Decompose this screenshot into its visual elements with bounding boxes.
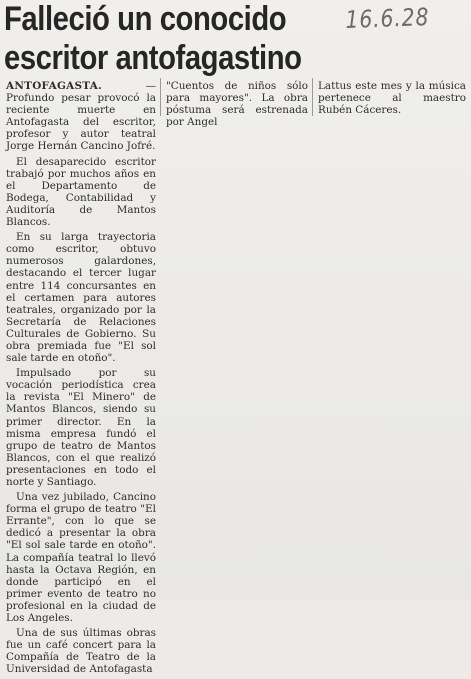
column-divider [312, 78, 313, 116]
paragraph: "Cuentos de niños sólo para mayores". La obra póstuma será estrenada por Angel [166, 80, 308, 129]
dateline: ANTOFAGASTA. [6, 80, 103, 92]
paragraph [6, 80, 156, 153]
article-column-3 [318, 80, 466, 119]
headline-line-1: Falleció un conocido [4, 0, 287, 38]
handwritten-date: 16.6.28 [345, 3, 430, 34]
paragraph: En su larga trayectoria como escritor, obtuvo numerosos galardones, destacando el tercer lugar entre 114 concursantes en el certamen para autores teatrales, organizado por la Secretaría de Relaciones Culturales de Gobierno. Su obra premiada fue "El sol sale tarde en otoño". [6, 231, 156, 365]
headline-line-2: escritor antofagastino [4, 39, 302, 77]
paragraph: Una vez jubilado, Cancino forma el grupo de teatro "El Errante", con lo que se dedicó a presentar la obra "El sol sale tarde en otoño". La compañía teatral lo llevó hasta la Octava Región, en donde participó en el primer evento de teatro no profesional en la ciudad de Los Angeles. [6, 491, 156, 625]
paragraph: Una de sus últimas obras fue un café concert para la Compañía de Teatro de la Universidad de Antofagasta [6, 627, 156, 676]
headline [4, 0, 314, 78]
paragraph: Lattus este mes y la música pertenece al maestro Rubén Cáceres. [318, 80, 466, 117]
column-divider [160, 78, 161, 116]
paragraph: Impulsado por su vocación periodística crea la revista "El Minero" de Mantos Blancos, siendo su primer director. En la misma empresa fundó el grupo de teatro de Mantos Blancos, con el que realizó presentaciones en todo el norte y Santiago. [6, 367, 156, 488]
article-column-1 [6, 80, 156, 679]
paragraph: El desaparecido escritor trabajó por muchos años en el Departamento de Bodega, Contabilidad y Auditoría de Mantos Blancos. [6, 155, 156, 229]
paragraph-text: — Profundo pesar provocó la reciente muerte en Antofagasta del escritor, profesor y autor teatral Jorge Hernán Cancino Jofré. [6, 80, 156, 153]
article-column-2 [166, 80, 308, 131]
